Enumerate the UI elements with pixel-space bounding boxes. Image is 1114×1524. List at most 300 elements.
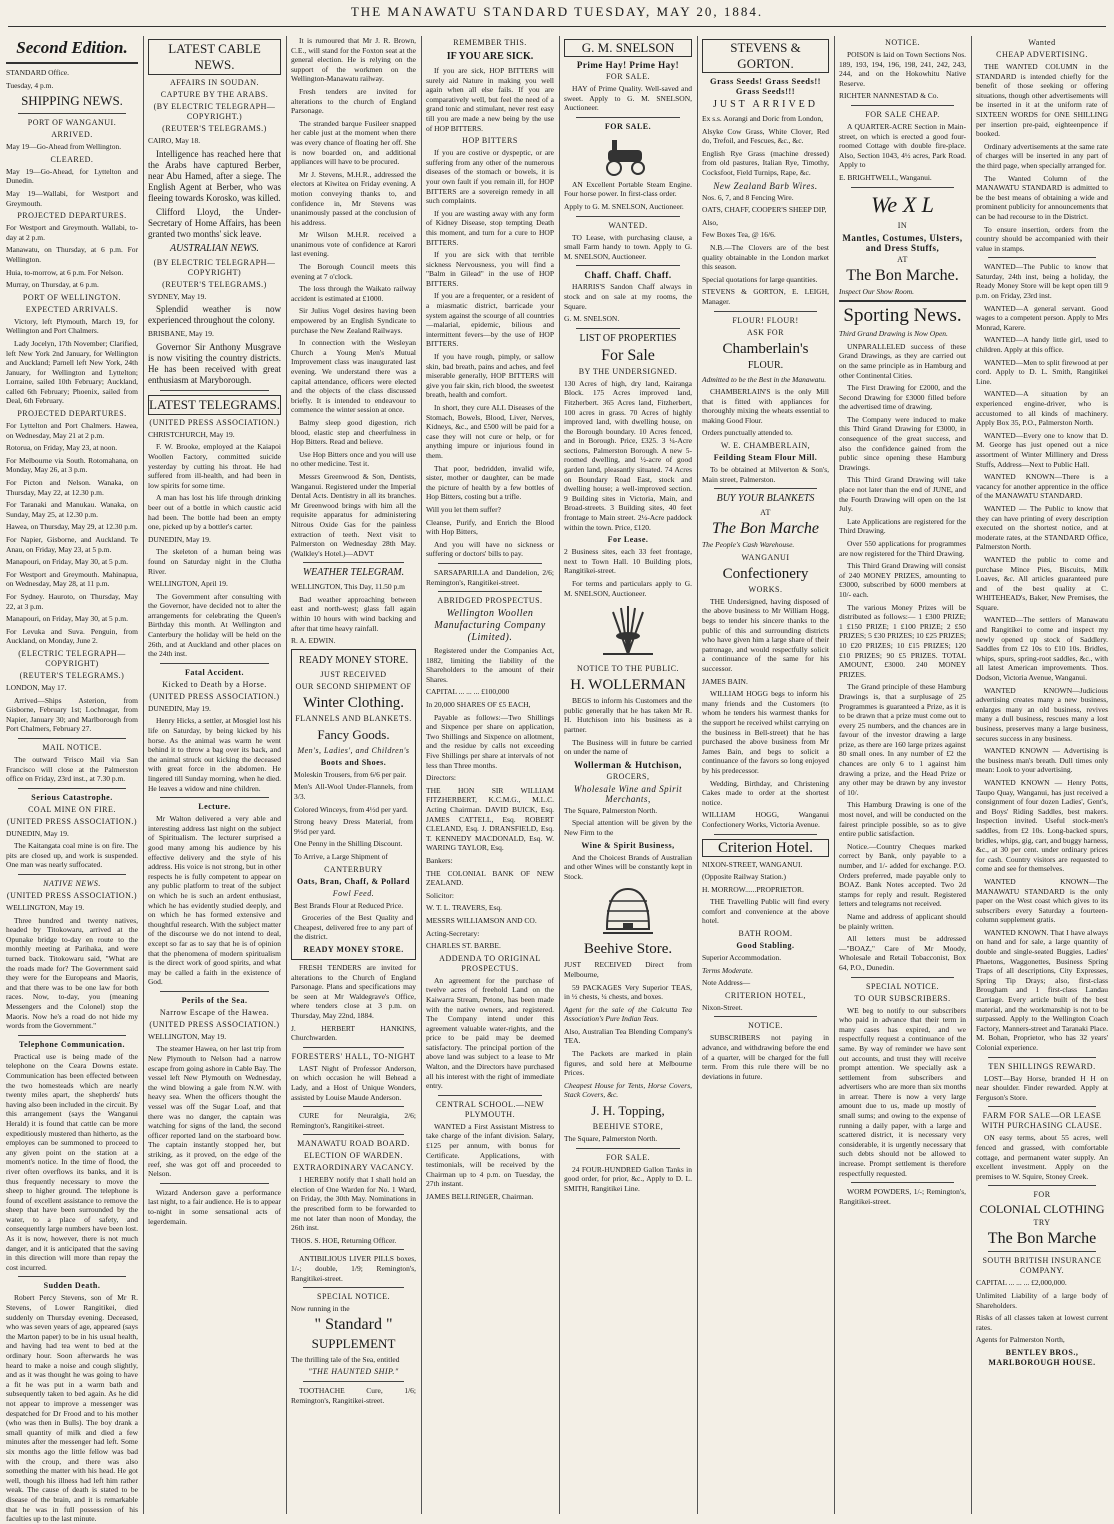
subheading: CRITERION HOTEL, <box>725 990 806 1000</box>
subheading: Men's, Ladies', and Children's <box>297 745 410 755</box>
paragraph: To ensure insertion, orders from the country should be accompanied with their value in stamps. <box>976 224 1108 253</box>
latest-cable-heading: LATEST CABLE NEWS. <box>148 39 281 75</box>
subheading: New Zealand Barb Wires. <box>713 180 818 191</box>
signature: R. A. EDWIN. <box>291 636 336 646</box>
advert-line: (Opposite Railway Station.) <box>702 872 786 882</box>
paragraph: Rotorua, on Friday, May 23, at noon. <box>6 443 118 453</box>
advert-line: One Penny in the Shilling Discount. <box>294 839 403 849</box>
paragraph: Governor Sir Anthony Musgrave is now visiting the country districts. He has been received with great enthusiasm at Maryborough. <box>148 341 281 385</box>
advert-line: THE HON SIR WILLIAM FITZHERBERT, K.C.M.G., M.L.C. Acting Chairman. DAVID BUICK, Esq. JAMES CATTELL, Esq. ROBERT CLELAND, Esq. J. DRANSFIELD, Esq. T. KENNEDY MACDONALD, Esq. W. WARING TAYLOR, Esq. <box>426 785 554 853</box>
advert-line: NIXON-STREET, WANGANUI. <box>702 859 803 869</box>
paragraph: THE Travelling Public will find every comfort and convenience at the above hotel. <box>702 897 829 926</box>
divider <box>438 1095 542 1096</box>
paragraph: Over 550 applications for programmes are now registered for the Third Drawing. <box>839 539 966 558</box>
divider <box>160 797 269 798</box>
paragraph: The Packets are marked in plain figures, and sold here at Melbourne Prices. <box>564 1049 692 1078</box>
advert-line: Agents for Palmerston North, <box>976 1335 1065 1345</box>
divider <box>160 991 269 992</box>
subheading: FOR SALE. <box>605 72 651 81</box>
subheading: READY MONEY STORE. <box>303 944 404 954</box>
divider <box>988 257 1096 258</box>
wanted-ad: WANTED KNOWN. That I have always on hand and for sale, a large quantity of double and single-seated Buggies, Ladies' Phaetons, Waggonettes, Business Spring Traps of all descriptions, City Expresses, Spring Tip Drays; also, first-class Brougham and 1 first-class Landau Carriage. Every article built of the best material, and the workmanship is not to be surpassed. Apply to the Wellington Coach Factory, Manners-street and Taranaki Place. M. Bohan, Proprietor, who has 32 years' Colonial experience. <box>976 927 1108 1052</box>
signature: THOS. S. HOE, Returning Officer. <box>291 1235 397 1245</box>
dateline: LONDON, May 17. <box>6 682 67 692</box>
advert-line: Moleskin Trousers, from 6/6 per pair. <box>294 769 407 779</box>
paragraph: The various Money Prizes will be distributed as follows:— 1 £300 PRIZE; 1 £150 PRIZE; 1 £100 PRIZE; 2 £50 PRIZES; 5 £30 PRIZES; 10 £25 PRIZES; 10 £20 PRIZES; 10 £15 PRIZES; 120 £10 PRIZES; 90 £5 PRIZES. TOTAL AMOUNT, £3000. 240 MONEY PRIZES. <box>839 602 966 679</box>
divider <box>160 390 269 391</box>
subheading: ASK FOR <box>746 327 785 337</box>
column-4 <box>422 36 558 1514</box>
masthead: THE MANAWATU STANDARD TUESDAY, MAY 20, 1884. <box>350 4 764 19</box>
we-xl-heading: We X L <box>871 191 934 217</box>
paragraph: WE beg to notify to our subscribers who paid in advance that their term in many cases has expired, and we respectfully request a continuance of the same. By way of reminder we have sent out accounts, and trust they will receive prompt attention. We specially ask a settlement from subscribers and advertisers who are more than six months in arrear. There is now a very large amount due to us, made up mostly of small sums; and owing to the expense of running a daily paper, with a large and scattered district, it is necessary very considerable, it is urgently necessary that such debts should not be allowed to increase. Prompt settlement is therefore respectfully requested. <box>839 1005 966 1178</box>
heading: Telephone Communication. <box>19 1039 125 1049</box>
advert-line: Note Address— <box>702 978 751 988</box>
paragraph: Murray, on Thursday, at 6 p.m. <box>6 280 99 290</box>
wanted-ad: WANTED KNOWN—There is a vacancy for another apprentice in the office of the MANAWATU STANDARD. <box>976 472 1108 501</box>
paragraph: And the Choicest Brands of Australian and other Wines will be constantly kept in Stock. <box>564 852 692 881</box>
subheading: Oats, Bran, Chaff, & Pollard <box>297 876 410 886</box>
mail-heading: MAIL NOTICE. <box>42 742 102 752</box>
divider <box>6 62 138 64</box>
paragraph: To be obtained at Milverton & Son's, Main street, Palmerston. <box>702 465 829 484</box>
paragraph: Splendid weather is now experienced throughout the colony. <box>148 304 281 326</box>
subheading: PORT OF WANGANUI. <box>27 118 117 128</box>
advert-line: Also, <box>702 217 719 227</box>
subheading: JUST ARRIVED <box>713 99 818 110</box>
paragraph: If you are sick, HOP BITTERS will surely aid Nature in making you well again when all else fails. If you are comparatively well, but feel the need of a grand tonic and stimulant, never rest easy till you are made a new being by the use of HOP BITTERS. <box>426 66 554 133</box>
subheading: NOTICE TO THE PUBLIC. <box>576 664 680 674</box>
divider <box>18 738 126 739</box>
divider <box>303 1381 404 1382</box>
paragraph: This Third Grand Drawing will take place not later than the end of JUNE, and the Fourth Drawing will open on the 1st July. <box>839 475 966 514</box>
paragraph: Huia, to-morrow, at 6 p.m. For Nelson. <box>6 267 124 277</box>
paragraph: Wizard Anderson gave a performance last night, to a fair audience. He is to appear to-night in some sensational acts of legerdemain. <box>148 1187 281 1226</box>
wanted-ad: WANTED—A handy little girl, used to children. Apply at this office. <box>976 335 1108 355</box>
paragraph: N.B.—The Clovers are of the best quality obtainable in the London market this season. <box>702 242 829 272</box>
advert-line: Admitted to be the Best in the Manawatu. <box>702 374 827 384</box>
wanted-ad: WANTED — The Public to know that they can have printing of every description executed on the shortest notice, and at moderate rates, at the STANDARD Office, Palmerston North. <box>976 503 1108 552</box>
paragraph: BEGS to inform his Customers and the public generally that he has taken Mr R. H. Hutchison into his business as a partner. <box>564 696 692 734</box>
divider <box>18 874 126 875</box>
paragraph: Victory, left Plymouth, March 19, for Wellington and Port Chalmers. <box>6 316 138 336</box>
advert-line: Unlimited Liability of a large body of Shareholders. <box>976 1290 1108 1310</box>
subheading: (REUTER'S TELEGRAMS.) <box>162 124 267 133</box>
divider <box>576 1148 680 1149</box>
paragraph: LOST—Bay Horse, branded H H on near shoulder. Finder rewarded. Apply at Ferguson's Store. <box>976 1073 1108 1102</box>
advert-line: Colored Winceys, from 4½d per yard. <box>294 804 408 814</box>
heading: Fatal Accident. <box>184 667 245 677</box>
subheading: TEN SHILLINGS REWARD. <box>988 1061 1096 1071</box>
paragraph: Notice.—Country Cheques marked correct by Bank, only payable to a number, and 1/- added for exchange. P.O. Orders preferred, made payable only to BOAZ. Bank Notes accepted. Two 2d stamps for reply and result. Registered letters and telegrams not received. <box>839 841 966 909</box>
advert-line: Strong heavy Dress Material, from 9½d per yard. <box>294 817 413 836</box>
subheading: BEEHIVE STORE, <box>592 1122 664 1132</box>
paragraph: HARRIS'S Sandon Chaff always in stock and on sale at my rooms, the Square. <box>564 282 692 311</box>
paragraph: Lady Jocelyn, 17th November; Clarified, left New York 2nd January, for Wellington and Auckland; Parnell left New York, 24th January, for Wellington and Lyttelton; Lorraine, sailed 10th February; Auckland, called 6th February; Phoenix, sailed from Deal, 6th February. <box>6 338 138 406</box>
paragraph: For terms and particulars apply to G. M. SNELSON, Auctioneer. <box>564 579 692 598</box>
paragraph: If you are wasting away with any form of Kidney Disease, stop tempting Death this moment, and turn for a cure to HOP BITTERS. <box>426 208 554 247</box>
advert-line: W. T. L. TRAVERS, Esq. <box>426 903 503 913</box>
paragraph: The Government after consulting with the Governor, have decided not to alter the arrangements for celebrating the Queen's Birthday this month. At Wellington and Canterbury the holiday will be held on the 26th, and at Auckland and other places on the 24th inst. <box>148 591 281 659</box>
subheading: Boots and Shoes. <box>320 757 387 767</box>
divider <box>303 1134 404 1135</box>
subheading: (BY ELECTRIC TELEGRAPH—COPYRIGHT) <box>153 257 276 277</box>
paragraph: Sir Julius Vogel desires having been empowered by an English Syndicate to purchase the New Zealand Railways. <box>291 306 416 335</box>
subheading: Fowl Feed. <box>332 888 375 898</box>
paragraph: LAST Night of Professor Anderson, on which occasion he will Behead a Lady, and a Host of Unique Wonders, assisted by Louise Maude Anderson. <box>291 1063 416 1102</box>
paragraph: Use Hop Bitters once and you will use no other medicine. Test it. <box>291 449 416 469</box>
sporting-heading: Sporting News. <box>843 305 962 327</box>
paragraph: May 19—Go-Ahead, for Lyttelton and Dunedin. <box>6 166 138 186</box>
column-7 <box>835 36 970 1514</box>
australian-heading: AUSTRALIAN NEWS. <box>170 242 259 254</box>
divider <box>988 1106 1096 1107</box>
divider <box>18 113 126 114</box>
beehive-illustration <box>601 885 655 937</box>
paragraph: For Sydney. Hauroto, on Thursday, May 22, at 3 p.m. <box>6 591 138 611</box>
column-6 <box>698 36 833 1514</box>
column-5 <box>560 36 696 1514</box>
subheading: GROCERS, <box>606 771 650 781</box>
subheading: For Lease. <box>607 535 649 545</box>
paragraph: For Westport and Greymouth. Mahinapua, on Wednesday, May 28, at 11 p.m. <box>6 569 138 589</box>
paragraph: Clifford Lloyd, the Under-Secretary of Home Affairs, has been granted two months' sick leave. <box>148 206 281 239</box>
wanted-ad: WANTED the public to come and purchase Mince Pies, Biscuits, Milk Loaves, &c. All articles guaranteed pure and of the best quality at C. WHITEHEAD's, Baker, New Premises, the Square. <box>976 554 1108 612</box>
dateline: SYDNEY, May 19. <box>148 291 207 301</box>
subheading: BENTLEY BROS., MARLBOROUGH HOUSE. <box>988 1347 1096 1367</box>
paragraph: 130 Acres of high, dry land, Kairanga Block. 175 Acres improved land, Fitzherbert. 365 Acres land, Fitzherbert, 100 acres in grass. 70 Acres of highly improved land, with dwelling house, on the Borough boundary. 10 Acres fenced, and in Borough. Price, £325. 3 ¼-Acre sections, Palmerston Borough. A new 5-roomed dwelling, and ½-acre of good garden land, pleasantly situated. 74 Acres on Boundary Road East, stock and dwelling house; a well-improved section. 9 Building sites in Victoria, Main, and Broad-streets. 3 Building sites, 40 feet frontage to Main street. 2¼-Acre paddock within the town. Price, £120. <box>564 378 692 532</box>
paragraph: Manapouri, on Friday, May 30, at 5 p.m. <box>6 557 128 567</box>
divider <box>988 1185 1096 1186</box>
divider <box>303 1047 404 1048</box>
paragraph: Manawatu, on Thursday, at 6 p.m. For Wellington. <box>6 245 138 264</box>
subheading: PROJECTED DEPARTURES. <box>17 211 127 221</box>
subheading: FOR SALE. <box>604 121 652 131</box>
heading: Sudden Death. <box>43 1281 101 1291</box>
standard-heading: " Standard " <box>314 1315 393 1333</box>
signature: E. BRIGHTWELL, Wanganui. <box>839 172 932 182</box>
paragraph: SUBSCRIBERS not paying in advance, and withdrawing before the end of a quarter, will be charged for the full term. From this rule there will be no deviations in future. <box>702 1033 829 1081</box>
subheading: (BY ELECTRIC TELEGRAPH—COPYRIGHT.) <box>153 102 276 121</box>
divider <box>851 105 954 106</box>
paragraph: In short, they cure ALL Diseases of the Stomach, Bowels, Blood, Liver, Nerves, Kidneys, &c., and £500 will be paid for a case they will not cure or help, or for anything impure or injurious found in them. <box>426 403 554 460</box>
subheading: ABRIDGED PROSPECTUS. <box>437 596 543 606</box>
signature: RICHTER NANNESTAD & Co. <box>839 91 939 101</box>
signature: J. HERBERT HANKINS, Churchwarden. <box>291 1023 416 1043</box>
subheading: PROJECTED DEPARTURES. <box>17 409 127 419</box>
advert-line: Ex s.s. Aorangi and Doric from London, <box>702 114 824 123</box>
topping-heading: J. H. Topping, <box>591 1103 665 1119</box>
subheading: TO OUR SUBSCRIBERS. <box>854 993 951 1003</box>
divider <box>839 300 966 302</box>
dateline: BRISBANE, May 19. <box>148 329 214 339</box>
subheading: Wollerman & Hutchison, <box>574 759 682 770</box>
paragraph: Late Applications are registered for the Third Drawing. <box>839 516 966 536</box>
paragraph: 2 Business sites, each 33 feet frontage, next to Town Hall. 10 Building plots, Rangitikei-street. <box>564 547 692 576</box>
advert-line: JUST RECEIVED Direct from Melbourne, <box>564 960 692 979</box>
subheading: BATH ROOM. <box>738 929 793 939</box>
signature: STEVENS & GORTON, E. LEIGH, Manager. <box>702 287 829 306</box>
advert-line: Orders punctually attended to. <box>702 428 793 438</box>
for-sale-heading: For Sale <box>601 346 655 364</box>
paragraph: SARSAPARILLA and Dandelion, 2/6; Remington's, Rangitikei-street. <box>426 567 554 587</box>
advert-line: Nos. 6, 7, and 8 Fencing Wire. <box>702 192 794 202</box>
paragraph: 24 FOUR-HUNDRED Gallon Tanks in good order, for prior, &c., Apply to D. L. SMITH, Rangitikei Line. <box>564 1164 692 1193</box>
advert-line: Also, Australian Tea Blending Company's TEA. <box>564 1026 692 1046</box>
paragraph: WILLIAM HOGG begs to inform his many friends and the Customers (to whom he tenders his warmest thanks for the support he received whilst carrying on the business in Bell-street) that he has purchased the above business from Mr James Bain, and begs to solicit a continuance of the favors so long enjoyed by his predecessor. <box>702 689 829 775</box>
divider <box>851 187 954 188</box>
subheading: FOR SALE CHEAP. <box>865 109 940 119</box>
subheading: EXPECTED ARRIVALS. <box>25 304 119 314</box>
subheading: TRY <box>1033 1218 1051 1228</box>
paragraph: ANTIBILIOUS LIVER PILLS boxes, 1/-; double, 1/9; Remington's, Rangitikei-street. <box>291 1254 416 1283</box>
paragraph: This Third Grand Drawing will consist of 240 MONEY PRIZES, amounting to £3000, subscribed by 6000 members at 10/- each. <box>839 561 966 599</box>
paragraph: Arrived—Ships Asterion, from Gisborne, February 1st; Lochnagar, from Napier, January 30; and Marlborough from Port Chalmers, February 27. <box>6 695 138 734</box>
subheading: NOTICE. <box>748 1021 783 1031</box>
paragraph: And you will have no sickness or suffering or doctors' bills to pay. <box>426 539 554 559</box>
paragraph: TOOTHACHE Cure, 1/6; Remington's, Rangitikei-street. <box>291 1386 416 1405</box>
divider <box>576 328 680 329</box>
advert-line: Acting-Secretary: <box>426 928 480 938</box>
divider <box>303 1106 404 1107</box>
paragraph: If you are costive or dyspeptic, or are suffering from any other of the numerous diseases of the stomach or bowels, it is your own fault if you remain ill, for HOP BITTERS are a sovereign remedy in all such complaints. <box>426 148 554 206</box>
paragraph: Three hundred and twenty natives, headed by Titokowaru, arrived at the Opunake bridge to-day en route to the monthly meeting at Parihaka, and were turned back. Titokowaru said, "What are the roads made for? The Government said they were for the Europeans and Maoris, and that there was to be one law for both races. Now, to-day, you (meaning Messengers and the Colonel) stop the Maoris. Now he's a road do not hide my words from the Government." <box>6 915 138 1031</box>
wanted-ad: WANTED—A general servant. Good wages to a competent person. Apply to Mrs Monrad, Karere. <box>976 303 1108 332</box>
advert-line: H. MORROW......PROPRIETOR. <box>702 884 804 894</box>
advert-line: Inspect Our Show Room. <box>839 286 914 296</box>
paragraph: Mr Walton delivered a very able and interesting address last night on the subject of Spiritualism. The lecturer surprised a good many among his audience by his effective delivery and the style of his address. His voice is not strong, but in other respects he is fully competent to appear on any public platform to treat of the subject on which he is such an ardent enthusiast, which he has evidently studied deeply, and on which he has formed extensive and thoughtful research. With the subject matter of the discourse we do not intend to deal, except so far as to say that he is of opinion that the phenomena of modern spiritualism is the direct work of good spirits, and what may be called a faith in the existence of God. <box>148 814 281 987</box>
paragraph: If you are sick with that terrible sickness Nervousness, you will find a "Balm in Gilead" in the use of HOP BITTERS. <box>426 250 554 288</box>
paragraph: For Lyttelton and Port Chalmers. Hawea, on Wednesday, May 21 at 2 p.m. <box>6 421 138 440</box>
subheading: (UNITED PRESS ASSOCIATION.) <box>149 1019 280 1029</box>
wheatsheaf-illustration <box>593 602 663 660</box>
paragraph: WORM POWDERS, 1/-; Remington's, Rangitikei-street. <box>839 1187 966 1206</box>
divider <box>714 488 817 489</box>
paragraph: All letters must be addressed—"BOAZ," Care of Mr Moody, Wholesale and Retail Tobacconist, Box 64, P.O., Dunedin. <box>839 934 966 972</box>
subheading: AT <box>760 508 771 518</box>
subheading: FARM FOR SALE—OR LEASE WITH PURCHASING CLAUSE. <box>981 1111 1103 1131</box>
divider <box>303 1287 404 1288</box>
paragraph: It is rumoured that Mr J. R. Brown, C.E., will stand for the Foxton seat at the general election. He is relying on the support of the workmen on the Wellington-Manawatu railway. <box>291 36 416 84</box>
paragraph: For Levuka and Suva. Penguin, from Auckland, on Monday, June 2. <box>6 626 138 646</box>
paragraph: A man has lost his life through drinking beer out of a bottle in which caustic acid had been. The bottle had been an empty one, picked up by a bottler's carter. <box>148 493 281 532</box>
divider <box>18 1035 126 1036</box>
subheading: (ELECTRIC TELEGRAPH—COPYRIGHT) <box>18 648 126 668</box>
heading: NATIVE NEWS. <box>43 879 101 889</box>
bon-marche-heading: The Bon Marche <box>987 1230 1097 1248</box>
paragraph: Fresh tenders are invited for alterations to the church of England Parsonage. <box>291 86 416 116</box>
divider <box>18 1276 126 1277</box>
snelson-heading: G. M. SNELSON <box>564 39 692 57</box>
advert-line: Now running in the <box>291 1304 350 1314</box>
engine-illustration <box>598 136 658 176</box>
wanted-ad: WANTED KNOWN — Henry Potts, Taupo Quay, Wanganui, has just received a consignment of four dozen Ladies', Gent's, and Boys' Riding Saddles, best makers. Inspection invited. Useful stock-men's saddles, from £2 10s. Long-backed spurs, bridles, whips, gig, cart, and buggy harness, &c., at 30 per cent. under ordinary prices for cash. Country visitors are requested to come and see for themselves. <box>976 777 1108 874</box>
heading: Lecture. <box>198 802 231 812</box>
paragraph: That poor, bedridden, invalid wife, sister, mother or daughter, can be made the picture of health by a few bottles of Hop Bitters, costing but a trifle. <box>426 463 554 502</box>
subheading: SOUTH BRITISH INSURANCE COMPANY. <box>982 1256 1102 1276</box>
paragraph: For Westport and Greymouth. Wallabi, to-day at 2 p.m. <box>6 223 138 242</box>
paragraph: WANTED a First Assistant Mistress to take charge of the infant division. Salary, £125 per annum, with bonus for Certificate. Applications, with testimonials, will be received by the Chairman up to 4 p.m. on Tuesday, the 27th instant. <box>426 1121 554 1189</box>
paragraph: THE WANTED COLUMN in the STANDARD is intended chiefly for the benefit of those seeking or offering situations, though other advertisements will be inserted in it at the uniform rate of SIXTEEN WORDS for ONE SHILLING per insertion pre-paid, eighteenpence if booked. <box>976 62 1108 139</box>
advert-line: Superior Accommodation. <box>702 953 782 963</box>
wanted-ad: WANTED—Every one to know that D. M. George has just opened out a nice assortment of Winter Millinery and Dress Stuffs, Address—Next to Public Hall. <box>976 430 1108 469</box>
divider <box>988 1251 1096 1252</box>
paragraph: The Company were induced to make this Third Grand Drawing for £3000, in consequence of the great success, and also the confidence gained from the public since opening these Hamburg Drawings. <box>839 414 966 472</box>
divider <box>18 788 126 789</box>
heading: Serious Catastrophe. <box>31 792 113 802</box>
advert-line: The Square, Palmerston North. <box>564 1134 658 1144</box>
subheading: MANAWATU ROAD BOARD. <box>297 1139 410 1149</box>
subheading: ELECTION OF WARDEN. <box>304 1151 403 1161</box>
paragraph: Mr Wilson M.H.R. received a unanimous vote of confidence at Karori last evening. <box>291 230 416 259</box>
divider <box>576 117 680 118</box>
divider <box>988 1057 1096 1058</box>
bon-marche-heading: The Bon Marche. <box>846 266 959 284</box>
paragraph: A QUARTER-ACRE Section in Main-street, on which is erected a good four-roomed Cottage with double fire-place. Also, Section 1043, 4½ acres, Park Road. Apply to <box>839 121 966 170</box>
wollerman-heading: H. WOLLERMAN <box>570 677 686 694</box>
advert-line: Nixon-Street. <box>702 1002 743 1012</box>
dateline: WELLINGTON, May 19. <box>6 903 85 913</box>
paragraph: CURE for Neuralgia, 2/6; Remington's, Rangitikei-street. <box>291 1111 416 1130</box>
latest-telegrams-heading: LATEST TELEGRAMS. <box>148 395 281 415</box>
advert-line: The People's Cash Warehouse. <box>702 540 795 550</box>
dateline: CHRISTCHURCH, May 19. <box>148 429 235 439</box>
signature: JAMES BAIN. <box>702 676 748 686</box>
subheading: Feilding Steam Flour Mill. <box>713 453 818 463</box>
subheading: CHEAP ADVERTISING. <box>996 50 1088 59</box>
advert-line: English Rye Grass (machine dressed) from old pastures, Italian Rye, Timothy, Cocksfoot, Field Turnips, Rape, &c. <box>702 148 829 177</box>
advert-line: Cleanse, Purify, and Enrich the Blood with Hop Bitters, <box>426 517 554 537</box>
subheading: ADDENDA TO ORIGINAL PROSPECTUS. <box>439 953 541 973</box>
advert-line: Best Brands Flour at Reduced Price. <box>294 900 404 910</box>
colonial-heading: COLONIAL CLOTHING <box>979 1202 1105 1217</box>
paragraph: The Kaitangata coal mine is on fire. The pits are closed up, and work is suspended. One man was nearly suffocated. <box>6 841 138 870</box>
paragraph: The skeleton of a human being was found on Saturday night in the Clutha River. <box>148 547 281 576</box>
dateline: CAIRO, May 18. <box>148 136 201 145</box>
signature: G. M. SNELSON. <box>564 314 620 324</box>
column-1 <box>2 36 142 1524</box>
paragraph: Henry Hicks, a settler, at Mosgiel lost his life on Saturday, by being kicked by his horse. As the animal was warm he went behind it to throw a bag over its back, and the animal struck out kicking the deceased with great force in the abdomen. He lingered till Sunday morning, when he died. He leaves a widow and nine children. <box>148 716 281 793</box>
wanted-ad: WANTED KNOWN—Judicious advertising creates many a new business, enlarges many an old business, revives many a dull business, rescues many a lost business, preserves many a large business, secures success in any business. <box>976 685 1108 743</box>
subheading: FLOUR! FLOUR! <box>732 315 799 325</box>
subheading: OUR SECOND SHIPMENT OF <box>295 681 412 691</box>
paragraph: For Taranaki and Manukau. Wanaka, on Sunday, May 25, at 12.30 p.m. <box>6 500 138 519</box>
paragraph: THE Undersigned, having disposed of the above business to Mr William Hogg, begs to tender his sincere thanks to the public of this and surrounding districts who have given him a large share of their patronage, and would respectfully solicit a continuance of the same for his successor. <box>702 596 829 673</box>
winter-clothing-heading: Winter Clothing. <box>302 694 405 711</box>
paragraph: HAY of Prime Quality. Well-saved and sweet. Apply to G. M. SNELSON, Auctioneer. <box>564 84 692 113</box>
office-date: Tuesday, 4 p.m. <box>6 80 54 90</box>
subheading: (REUTER'S TELEGRAMS.) <box>19 670 125 680</box>
subheading: CENTRAL SCHOOL.—NEW PLYMOUTH. <box>435 1099 545 1119</box>
paragraph: If you are a frequenter, or a resident of a miasmatic district, barricade your system against the scourge of all countries—malarial, epidemic, bilious and intermittent fevers—by the use of HOP BITTERS. <box>426 291 554 349</box>
divider <box>438 563 542 564</box>
signature: JAMES BELLRINGER, Chairman. <box>426 1192 534 1201</box>
advert-line: Bankers: <box>426 855 453 865</box>
wanted-ad: WANTED KNOWN — Advertising is the business man's breath. Dull times only mean: Look to your advertising. <box>976 746 1108 775</box>
paragraph: The Wanted Column of the MANAWATU STANDARD is admitted to be the best means of obtaining a wide and prominent publicity for announcements that can be had recourse to in the District. <box>976 173 1108 221</box>
advert-line: Cheapest House for Tents, Horse Covers, Stack Covers, &c. <box>564 1080 692 1100</box>
subheading: IN <box>897 220 908 230</box>
beehive-heading: Beehive Store. <box>583 941 673 958</box>
subheading: SPECIAL NOTICE. <box>317 1292 390 1302</box>
advert-line: To Arrive, a Large Shipment of <box>294 852 388 861</box>
weather-heading: WEATHER TELEGRAM. <box>302 567 405 579</box>
advert-line: THE COLONIAL BANK OF NEW ZEALAND. <box>426 868 554 888</box>
paragraph: The First Drawing for £2000, and the Second Drawing for £3000 filled before the advertised time of drawing. <box>839 383 966 412</box>
paragraph: UNPARALLELED success of these Grand Drawings, as they are carried out on the same principle as in Hamburg and other Continental Cities. <box>839 341 966 380</box>
divider <box>714 1016 817 1017</box>
paragraph: Payable as follows:—Two Shillings and Sixpence per share on application, Two Shillings and Sixpence on allotment, and the residue by calls not exceeding Five Shillings per share at intervals of not less than Three months. <box>426 712 554 770</box>
paragraph: FRESH TENDERS are invited for alterations to the Church of England Parsonage. Plans and specifications may be seen at Mr Waldegrave's Office, where tenders close at 3 p.m. on Thursday, May 22nd, 1884. <box>291 962 416 1020</box>
divider <box>714 834 817 835</box>
advert-line: Agent for the sale of the Calcutta Tea Association's Pure Indian Teas. <box>564 1004 692 1024</box>
paragraph: Hawea, on Thursday, May 29, at 12.30 p.m. <box>6 522 138 532</box>
advert-line: CAPITAL ... ... ... £2,000,000. <box>976 1278 1067 1288</box>
paragraph: Ordinary advertisements at the same rate of charges will be inserted in any part of the third page, when specially arranged for. <box>976 141 1108 170</box>
paragraph: The loss through the Waikato railway accident is estimated at £1000. <box>291 284 416 303</box>
divider <box>714 311 817 312</box>
paragraph: The Business will in future be carried on under the name of <box>564 737 692 757</box>
subheading: AT <box>897 254 908 264</box>
subheading: CLEARED. <box>50 154 94 164</box>
heading: Perils of the Sea. <box>181 995 248 1005</box>
subheading: Wellington Woollen Manufacturing Company (Limited). <box>434 608 546 644</box>
subheading: Narrow Escape of the Hawea. <box>159 1007 270 1017</box>
paragraph: Wedding, Birthday, and Christening Cakes made to order at the shortest notice. <box>702 778 829 807</box>
paragraph: If you have rough, pimply, or sallow skin, bad breath, pains and aches, and feel miserable generally, HOP BITTERS will give you fair skin, rich blood, the sweetest breath, health and comfort. <box>426 352 554 400</box>
subheading: FORESTERS' HALL, TO-NIGHT <box>291 1051 416 1061</box>
paragraph: An agreement for the purchase of twelve acres of freehold Land on the Kaiwarra Stream, Petone, has been made with the native owners, and registered. The Company intend under this agreement valuable water-rights, and the price to be paid may be deemed satisfactory. The principal portion of the above land was subject to a lease to Mr Walton, and the Directors have purchased all his interest with the right of immediate entry. <box>426 975 554 1091</box>
subheading: FOR SALE. <box>605 1152 651 1162</box>
subheading: Wanted <box>1028 38 1056 47</box>
paragraph: For Picton and Nelson. Wanaka, on Thursday, May 22, at 12.30 p.m. <box>6 478 138 497</box>
paragraph: The outward 'Frisco Mail via San Francisco will close at the Palmerston office on Friday, 23rd inst., at 7.30 p.m. <box>6 754 138 784</box>
paragraph: AN Excellent Portable Steam Engine. Four horse power. In first-class order. <box>564 179 692 199</box>
sick-heading: IF YOU ARE SICK. <box>446 51 534 62</box>
advert-line: Solicitor: <box>426 890 454 900</box>
advert-line: Special quotations for large quantities. <box>702 274 818 284</box>
subheading: SPECIAL NOTICE. <box>866 981 939 991</box>
paragraph: Balmy sleep good digestion, rich blood, elastic step and cheerfulness in Hop Bitters. Read and believe. <box>291 417 416 447</box>
advert-line: Alsyke Cow Grass, White Clover, Red do, Trefoil, and Fescues, &c., &c. <box>702 126 829 146</box>
dateline: DUNEDIN, May 19. <box>148 703 211 713</box>
divider <box>576 216 680 217</box>
subheading: Good Stabling. <box>736 941 795 951</box>
paragraph: POISON is laid on Town Sections Nos. 189, 193, 194, 196, 198, 241, 242, 243, 244, and on the Hokowhitu Native Reserve. <box>839 50 966 88</box>
wanted-ad: WANTED KNOWN—The MANAWATU STANDARD is the only paper on the West coast which gives to its subscribers every Saturday a fourteen-column supplement gratis. <box>976 876 1108 925</box>
ready-money-heading: READY MONEY STORE. <box>298 654 409 666</box>
advert-line: The Square, Palmerston North. <box>564 805 658 815</box>
subheading: FLANNELS AND BLANKETS. <box>295 713 412 723</box>
dateline: WELLINGTON, May 19. <box>148 1031 227 1041</box>
subheading: (REUTER'S TELEGRAMS.) <box>162 279 267 289</box>
divider <box>303 1249 404 1250</box>
subheading: Wholesale Wine and Spirit Merchants, <box>573 783 683 804</box>
subheading: REMEMBER THIS. <box>453 38 527 47</box>
subheading: ARRIVED. <box>51 130 93 140</box>
subheading: Prime Hay! Prime Hay! <box>576 60 680 70</box>
paragraph: The steamer Hawea, on her last trip from New Plymouth to Nelson had a narrow escape from going ashore in Cable Bay. The vessel left New Plymouth on Wednesday, the wind blowing a gale from N.W. with heavy sea. When the officers thought the vessel was off the Sugar Loaf, and that there was no danger, the captain was watching for signs of the land, the second officer reported land on the starboard bow. The captain instantly stopped her, but striking, as it proved, on the edge of the reef, she was got off and proceeded to Nelson. <box>148 1044 281 1179</box>
properties-heading: LIST OF PROPERTIES <box>579 332 677 344</box>
paragraph: Messrs Greenwood & Son, Dentists, Wanganui. Registered under the Imperial Dental Acts. Dentistry in all its branches. Mr Greenwood brings with him all the requisite apparatus for administering Nitrous Oxide Gas for the painless extraction of teeth. Next visit to Palmerston on Wednesday 28th May. (Walkley's Hotel.)—ADVT <box>291 471 416 558</box>
advert-line: Will you let them suffer? <box>426 504 501 514</box>
subheading: Mantles, Costumes, Ulsters, and Dress Stuffs, <box>842 232 963 253</box>
advert-line: Men's All-Wool Under-Flannels, from 3/3. <box>294 782 413 802</box>
divider <box>303 562 404 563</box>
wanted-ad: WANTED—The settlers of Manawatu and Rangitikei to come and inspect my newly opened up stock of Saddlery. Saddles from £2 10s to £10 10s. Bridles, whips, spurs, spring-root saddles, &c., with all latest American improvements. Thos. Dodson, Victoria Avenue, Wanganui. <box>976 615 1108 683</box>
column-3 <box>287 36 420 1514</box>
column-2 <box>144 36 285 1514</box>
